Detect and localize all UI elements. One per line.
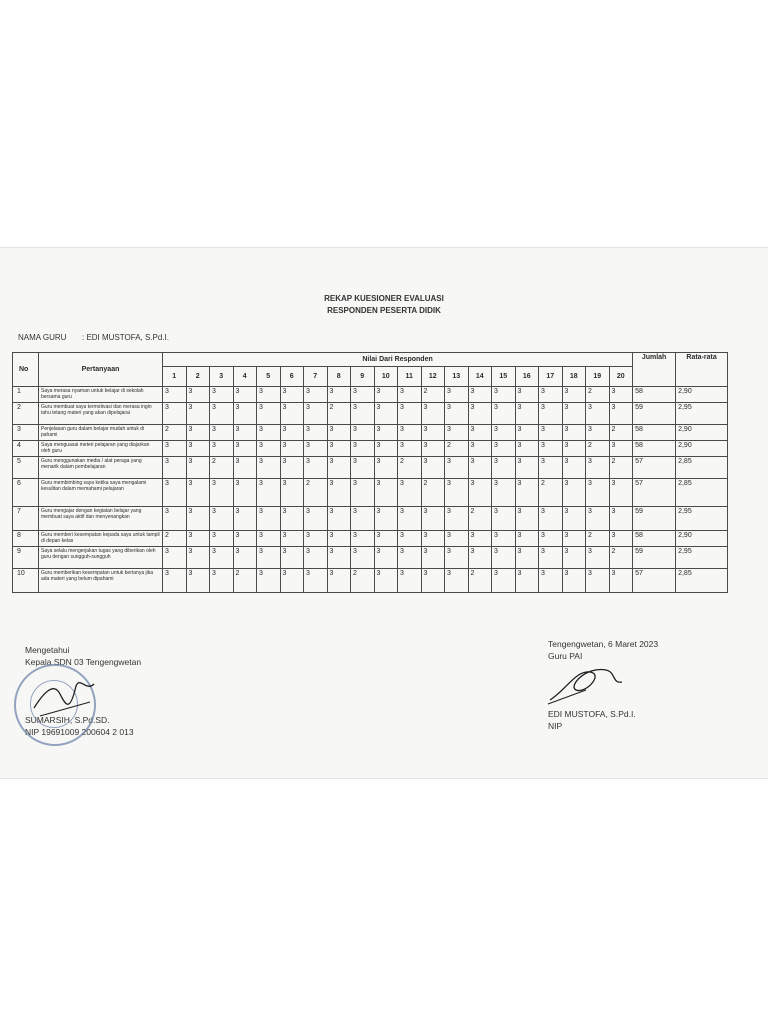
row-value: 3 [445, 387, 469, 403]
row-value: 3 [609, 441, 633, 457]
row-value: 2 [586, 441, 610, 457]
row-value: 3 [492, 569, 516, 593]
row-value: 3 [539, 531, 563, 547]
header-respondent-8: 8 [327, 367, 351, 387]
row-value: 3 [210, 387, 234, 403]
row-value: 3 [445, 547, 469, 569]
row-value: 3 [398, 569, 422, 593]
row-value: 3 [515, 531, 539, 547]
row-value: 2 [609, 547, 633, 569]
row-question: Guru membimbing saya ketika saya mengalami kesulitan dalam memahami pelajaran [39, 479, 163, 507]
table-row [13, 531, 728, 547]
row-value: 3 [186, 569, 210, 593]
row-value: 3 [515, 387, 539, 403]
row-value: 3 [421, 441, 445, 457]
row-value: 3 [539, 547, 563, 569]
row-value: 3 [398, 507, 422, 531]
row-value: 3 [398, 531, 422, 547]
row-value: 3 [609, 569, 633, 593]
row-number: 7 [13, 507, 39, 531]
header-respondent-18: 18 [562, 367, 586, 387]
row-value: 3 [468, 403, 492, 425]
row-number: 5 [13, 457, 39, 479]
row-value: 3 [515, 547, 539, 569]
row-value: 3 [468, 531, 492, 547]
row-value: 3 [374, 507, 398, 531]
row-value: 2 [304, 479, 328, 507]
row-value: 3 [233, 531, 257, 547]
row-value: 3 [304, 507, 328, 531]
row-value: 3 [304, 457, 328, 479]
row-value: 3 [304, 531, 328, 547]
title-line-1: REKAP KUESIONER EVALUASI [324, 294, 444, 303]
row-number: 1 [13, 387, 39, 403]
row-value: 3 [468, 547, 492, 569]
row-value: 3 [539, 507, 563, 531]
row-sum: 59 [633, 507, 676, 531]
row-value: 3 [163, 547, 187, 569]
header-respondent-1: 1 [163, 367, 187, 387]
row-value: 3 [445, 457, 469, 479]
row-sum: 58 [633, 441, 676, 457]
row-value: 3 [233, 547, 257, 569]
row-value: 3 [186, 531, 210, 547]
row-sum: 59 [633, 547, 676, 569]
header-respondent-5: 5 [257, 367, 281, 387]
table-row [13, 387, 728, 403]
row-question: Saya merasa nyaman untuk belajar di sekolah bersama guru [39, 387, 163, 403]
row-value: 3 [233, 507, 257, 531]
row-value: 3 [233, 457, 257, 479]
row-value: 3 [186, 547, 210, 569]
row-value: 3 [562, 547, 586, 569]
row-value: 3 [515, 507, 539, 531]
row-value: 3 [562, 479, 586, 507]
row-value: 3 [374, 403, 398, 425]
document-title [0, 293, 768, 317]
header-respondent-19: 19 [586, 367, 610, 387]
row-value: 3 [351, 507, 375, 531]
row-value: 3 [586, 425, 610, 441]
row-average: 2,90 [676, 387, 728, 403]
row-value: 3 [351, 403, 375, 425]
row-value: 3 [398, 441, 422, 457]
row-average: 2,90 [676, 441, 728, 457]
row-value: 3 [327, 547, 351, 569]
row-value: 3 [609, 479, 633, 507]
row-value: 3 [445, 425, 469, 441]
row-value: 3 [539, 457, 563, 479]
row-value: 3 [562, 507, 586, 531]
row-value: 3 [210, 547, 234, 569]
row-value: 3 [374, 531, 398, 547]
row-value: 2 [468, 569, 492, 593]
row-value: 3 [210, 479, 234, 507]
row-value: 3 [515, 479, 539, 507]
row-value: 3 [280, 531, 304, 547]
row-value: 3 [304, 441, 328, 457]
left-sign-name: SUMARSIH, S.Pd.SD. [25, 715, 110, 725]
title-line-2: RESPONDEN PESERTA DIDIK [327, 306, 441, 315]
row-value: 3 [163, 569, 187, 593]
header-respondent-11: 11 [398, 367, 422, 387]
row-sum: 58 [633, 387, 676, 403]
row-value: 2 [468, 507, 492, 531]
row-value: 3 [327, 457, 351, 479]
row-value: 3 [586, 507, 610, 531]
table-row [13, 403, 728, 425]
row-value: 3 [421, 403, 445, 425]
row-value: 3 [562, 425, 586, 441]
row-value: 3 [233, 479, 257, 507]
row-value: 3 [492, 531, 516, 547]
row-value: 3 [374, 457, 398, 479]
row-average: 2,85 [676, 479, 728, 507]
row-value: 3 [468, 479, 492, 507]
row-value: 3 [562, 531, 586, 547]
left-signature-image [30, 672, 100, 722]
row-value: 3 [210, 569, 234, 593]
row-value: 3 [539, 425, 563, 441]
row-value: 2 [586, 531, 610, 547]
table-row [13, 547, 728, 569]
row-sum: 57 [633, 457, 676, 479]
header-respondent-7: 7 [304, 367, 328, 387]
row-sum: 57 [633, 479, 676, 507]
header-question: Pertanyaan [39, 353, 163, 387]
table-body [13, 387, 728, 593]
row-value: 3 [233, 387, 257, 403]
row-value: 3 [257, 403, 281, 425]
row-sum: 58 [633, 531, 676, 547]
header-respondent-20: 20 [609, 367, 633, 387]
row-value: 3 [398, 403, 422, 425]
row-value: 3 [233, 403, 257, 425]
row-question: Guru mengajar dengan kegiatan belajar yang membuat saya aktif dan menyenangkan [39, 507, 163, 531]
row-value: 3 [257, 531, 281, 547]
right-sign-nip: NIP [548, 721, 563, 731]
row-value: 3 [445, 569, 469, 593]
row-value: 3 [257, 387, 281, 403]
row-value: 3 [515, 457, 539, 479]
row-value: 3 [304, 387, 328, 403]
left-sign-line-2: Kepala SDN 03 Tengengwetan [25, 657, 142, 667]
row-value: 2 [233, 569, 257, 593]
row-value: 3 [468, 425, 492, 441]
row-value: 2 [421, 387, 445, 403]
row-value: 3 [492, 479, 516, 507]
row-value: 3 [374, 569, 398, 593]
row-value: 3 [351, 479, 375, 507]
row-value: 3 [562, 457, 586, 479]
row-value: 3 [398, 387, 422, 403]
row-value: 3 [492, 403, 516, 425]
row-value: 3 [186, 403, 210, 425]
row-value: 3 [468, 387, 492, 403]
header-respondent-group: Nilai Dari Responden [163, 353, 633, 367]
row-value: 2 [609, 457, 633, 479]
row-value: 3 [280, 569, 304, 593]
row-value: 3 [304, 403, 328, 425]
row-value: 3 [233, 425, 257, 441]
row-value: 3 [374, 425, 398, 441]
teacher-name-label: NAMA GURU [18, 333, 67, 342]
row-value: 3 [398, 547, 422, 569]
table-row [13, 569, 728, 593]
row-value: 3 [586, 457, 610, 479]
row-value: 3 [257, 457, 281, 479]
row-number: 2 [13, 403, 39, 425]
row-value: 3 [280, 403, 304, 425]
header-respondent-17: 17 [539, 367, 563, 387]
right-sign-line-2: Guru PAI [548, 651, 583, 661]
row-value: 3 [539, 569, 563, 593]
row-value: 3 [421, 425, 445, 441]
row-value: 3 [609, 531, 633, 547]
table-header-row-1 [13, 353, 728, 367]
row-value: 3 [492, 425, 516, 441]
row-value: 3 [492, 457, 516, 479]
row-average: 2,90 [676, 531, 728, 547]
header-no: No [13, 353, 39, 387]
row-value: 3 [163, 479, 187, 507]
row-value: 3 [186, 507, 210, 531]
left-sign-nip: NIP 19691009 200604 2 013 [25, 727, 134, 737]
row-value: 3 [468, 457, 492, 479]
row-value: 3 [421, 507, 445, 531]
row-value: 3 [327, 387, 351, 403]
row-value: 3 [304, 569, 328, 593]
row-value: 3 [586, 479, 610, 507]
row-value: 3 [257, 425, 281, 441]
row-value: 3 [163, 457, 187, 479]
row-value: 3 [186, 457, 210, 479]
row-value: 3 [586, 403, 610, 425]
row-value: 3 [539, 387, 563, 403]
row-value: 3 [327, 507, 351, 531]
row-value: 3 [374, 441, 398, 457]
left-sign-line-1: Mengetahui [25, 645, 70, 655]
row-value: 3 [327, 569, 351, 593]
row-number: 3 [13, 425, 39, 441]
row-value: 3 [374, 547, 398, 569]
teacher-name-value: : EDI MUSTOFA, S.Pd.I. [82, 333, 169, 342]
row-average: 2,90 [676, 425, 728, 441]
row-value: 3 [445, 531, 469, 547]
row-value: 2 [327, 403, 351, 425]
row-value: 2 [351, 569, 375, 593]
row-value: 3 [609, 507, 633, 531]
header-respondent-6: 6 [280, 367, 304, 387]
header-respondent-16: 16 [515, 367, 539, 387]
header-average: Rata-rata [676, 353, 728, 387]
row-value: 3 [327, 531, 351, 547]
row-number: 10 [13, 569, 39, 593]
row-value: 3 [233, 441, 257, 457]
row-value: 3 [163, 507, 187, 531]
row-value: 3 [515, 403, 539, 425]
row-value: 3 [304, 547, 328, 569]
row-sum: 59 [633, 403, 676, 425]
row-value: 3 [280, 507, 304, 531]
row-question: Guru memberi kesempatan kepada saya untuk tampil di depan kelas [39, 531, 163, 547]
row-average: 2,85 [676, 457, 728, 479]
header-respondent-15: 15 [492, 367, 516, 387]
row-value: 2 [539, 479, 563, 507]
row-value: 3 [445, 403, 469, 425]
row-value: 3 [210, 441, 234, 457]
row-value: 3 [515, 441, 539, 457]
row-value: 3 [280, 441, 304, 457]
header-sum: Jumlah [633, 353, 676, 387]
row-value: 2 [163, 531, 187, 547]
row-value: 3 [327, 425, 351, 441]
row-value: 3 [280, 425, 304, 441]
row-value: 3 [186, 387, 210, 403]
row-value: 3 [351, 531, 375, 547]
header-respondent-3: 3 [210, 367, 234, 387]
header-respondent-4: 4 [233, 367, 257, 387]
row-average: 2,95 [676, 403, 728, 425]
row-value: 3 [280, 547, 304, 569]
row-question: Saya menguasai meteri pelajaran yang diajarkan oleh guru [39, 441, 163, 457]
header-respondent-12: 12 [421, 367, 445, 387]
row-value: 3 [374, 387, 398, 403]
row-value: 3 [562, 403, 586, 425]
row-value: 3 [374, 479, 398, 507]
right-signature-image [546, 660, 626, 708]
header-respondent-9: 9 [351, 367, 375, 387]
row-value: 3 [586, 547, 610, 569]
row-value: 3 [539, 403, 563, 425]
row-number: 6 [13, 479, 39, 507]
row-value: 3 [163, 441, 187, 457]
row-value: 3 [421, 457, 445, 479]
row-value: 3 [351, 425, 375, 441]
row-value: 2 [398, 457, 422, 479]
row-value: 2 [586, 387, 610, 403]
row-value: 3 [562, 569, 586, 593]
header-respondent-10: 10 [374, 367, 398, 387]
row-question: Saya selalu mengerjakan tugas yang diberikan oleh guru dengan sungguh-sungguh [39, 547, 163, 569]
row-value: 3 [163, 403, 187, 425]
row-value: 3 [210, 531, 234, 547]
row-value: 2 [609, 425, 633, 441]
row-value: 3 [445, 479, 469, 507]
header-respondent-2: 2 [186, 367, 210, 387]
table-row [13, 479, 728, 507]
row-value: 3 [351, 387, 375, 403]
row-number: 8 [13, 531, 39, 547]
row-question: Guru membuat saya termotivasi dan merasa ingin tahu tetang materi yang akan dipelajarai [39, 403, 163, 425]
row-value: 3 [210, 403, 234, 425]
row-value: 3 [609, 387, 633, 403]
row-value: 3 [351, 547, 375, 569]
row-value: 3 [515, 569, 539, 593]
row-value: 3 [257, 547, 281, 569]
row-value: 2 [163, 425, 187, 441]
teacher-name-line [18, 333, 169, 342]
row-value: 3 [586, 569, 610, 593]
row-value: 3 [492, 507, 516, 531]
row-value: 3 [257, 441, 281, 457]
row-value: 2 [421, 479, 445, 507]
right-sign-name: EDI MUSTOFA, S.Pd.I. [548, 709, 636, 719]
row-value: 3 [257, 507, 281, 531]
row-average: 2,85 [676, 569, 728, 593]
table-row [13, 441, 728, 457]
row-number: 4 [13, 441, 39, 457]
row-value: 3 [257, 569, 281, 593]
row-value: 3 [492, 387, 516, 403]
row-value: 3 [327, 479, 351, 507]
row-value: 2 [210, 457, 234, 479]
row-value: 3 [562, 441, 586, 457]
row-value: 3 [280, 479, 304, 507]
row-question: Penjelasan guru dalam belajar mudah untuk di pahami [39, 425, 163, 441]
row-value: 3 [421, 531, 445, 547]
row-value: 3 [515, 425, 539, 441]
row-value: 3 [257, 479, 281, 507]
row-value: 3 [398, 479, 422, 507]
row-value: 3 [445, 507, 469, 531]
row-value: 3 [351, 441, 375, 457]
row-question: Guru memberikan kesempatan untuk bertanya jika ada materi yang belum dipahami [39, 569, 163, 593]
row-value: 3 [398, 425, 422, 441]
right-sign-line-1: Tengengwetan, 6 Maret 2023 [548, 639, 659, 649]
row-value: 3 [351, 457, 375, 479]
row-value: 3 [210, 425, 234, 441]
row-value: 3 [280, 387, 304, 403]
row-value: 3 [304, 425, 328, 441]
row-value: 3 [327, 441, 351, 457]
row-sum: 58 [633, 425, 676, 441]
row-value: 2 [445, 441, 469, 457]
row-value: 3 [468, 441, 492, 457]
row-question: Guru menggunakan media / alat peraga yang menarik dalam pembelajaran [39, 457, 163, 479]
row-sum: 57 [633, 569, 676, 593]
row-average: 2,95 [676, 547, 728, 569]
row-value: 3 [186, 425, 210, 441]
row-value: 3 [539, 441, 563, 457]
row-value: 3 [186, 479, 210, 507]
row-value: 3 [421, 569, 445, 593]
row-value: 3 [492, 547, 516, 569]
row-value: 3 [280, 457, 304, 479]
row-value: 3 [163, 387, 187, 403]
row-value: 3 [609, 403, 633, 425]
row-value: 3 [210, 507, 234, 531]
recap-table [12, 352, 728, 593]
row-value: 3 [186, 441, 210, 457]
header-respondent-13: 13 [445, 367, 469, 387]
row-value: 3 [492, 441, 516, 457]
table-row [13, 507, 728, 531]
table-row [13, 457, 728, 479]
row-value: 3 [421, 547, 445, 569]
row-average: 2,95 [676, 507, 728, 531]
table-row [13, 425, 728, 441]
row-number: 9 [13, 547, 39, 569]
row-value: 3 [562, 387, 586, 403]
header-respondent-14: 14 [468, 367, 492, 387]
